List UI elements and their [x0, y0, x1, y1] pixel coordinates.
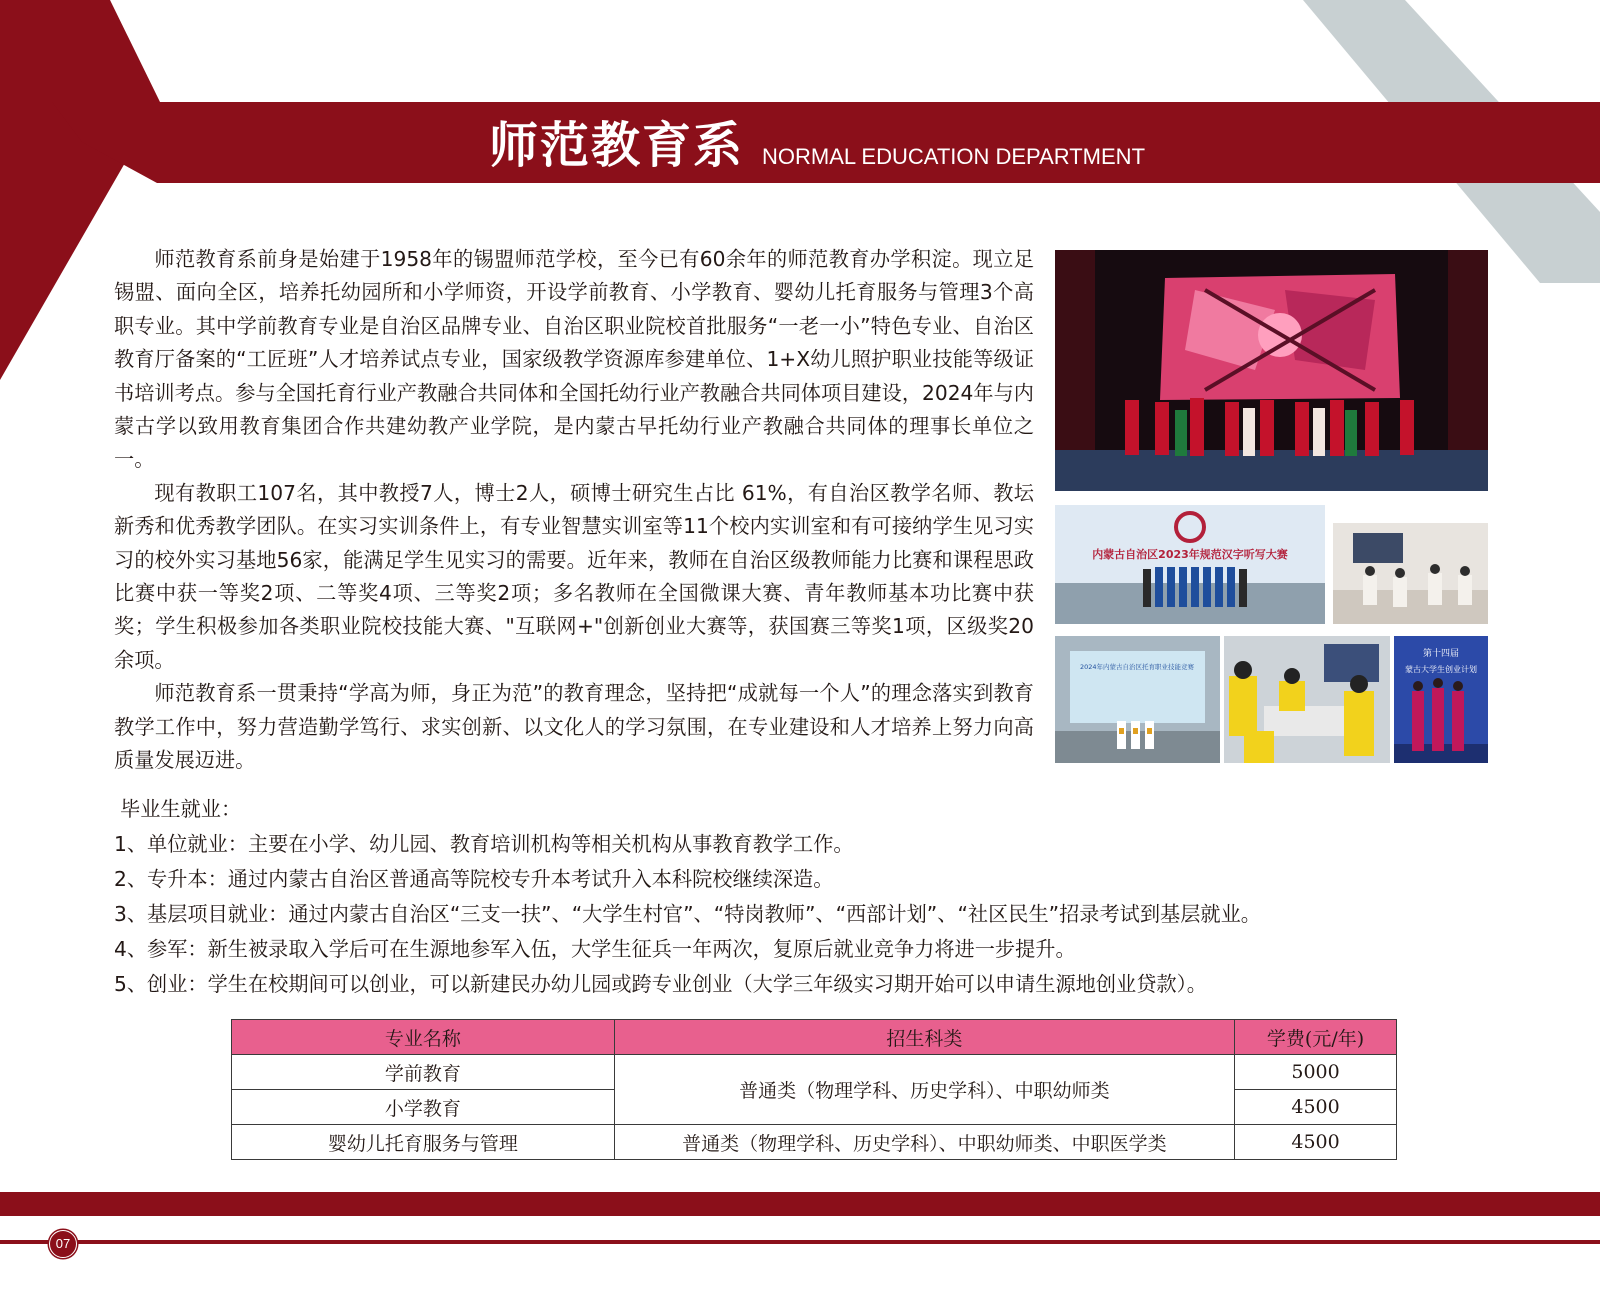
cell-major: 婴幼儿托育服务与管理 [232, 1125, 615, 1160]
intro-paragraph: 现有教职工107名，其中教授7人，博士2人，硕博士研究生占比 61%，有自治区教学名师、教坛新秀和优秀教学团队。在实习实训条件上，有专业智慧实训室等11个校内实训室和有可接纳学生见习实习的校外实习基地56家，能满足学生见实习的需要。近年来，教师在自治区级教师能力比赛和课程思政比赛中获一等奖2项、二等奖4项、三等奖2项；多名教师在全国微课大赛、青年教师基本功比赛中获奖；学生积极参加各类职业院校技能大赛、"互联网+"创新创业大赛等，获国赛三等奖1项，区级奖20余项。 [114, 480, 1034, 672]
footer-red-line [0, 1240, 1600, 1244]
cell-fee: 4500 [1235, 1125, 1397, 1160]
cell-category: 普通类（物理学科、历史学科）、中职幼师类 [614, 1055, 1234, 1125]
venture-banner-line2: 蒙古大学生创业计划 [1405, 665, 1477, 674]
cell-category: 普通类（物理学科、历史学科）、中职幼师类、中职医学类 [614, 1125, 1234, 1160]
footer-red-band [0, 1192, 1600, 1216]
graduate-employment [114, 792, 1454, 1002]
cell-fee: 4500 [1235, 1090, 1397, 1125]
intro-paragraph: 师范教育系一贯秉持“学高为师，身正为范”的教育理念，坚持把“成就每一个人”的理念落实到教育教学工作中，努力营造勤学笃行、求实创新、以文化人的学习氛围，在专业建设和人才培养上努力向高质量发展迈进。 [114, 681, 1034, 773]
employment-item: 1、单位就业：主要在小学、幼儿园、教育培训机构等相关机构从事教育教学工作。 [114, 832, 854, 856]
title-chinese: 师范教育系 [489, 117, 745, 174]
department-introduction [114, 243, 1034, 778]
department-title [489, 116, 1145, 176]
photo-stage-performance [1055, 250, 1488, 491]
header-fee: 学费(元/年) [1235, 1020, 1397, 1055]
header-category: 招生科类 [614, 1020, 1234, 1055]
cell-fee: 5000 [1235, 1055, 1397, 1090]
employment-item: 2、专升本：通过内蒙古自治区普通高等院校专升本考试升入本科院校继续深造。 [114, 867, 834, 891]
title-english: NORMAL EDUCATION DEPARTMENT [762, 144, 1146, 169]
page-number: 07 [49, 1230, 77, 1258]
photo-dictation-contest [1055, 505, 1325, 624]
employment-item: 3、基层项目就业：通过内蒙古自治区“三支一扶”、“大学生村官”、“特岗教师”、“西部计划”、“社区民生”招录考试到基层就业。 [114, 902, 1261, 926]
table-row [232, 1125, 1397, 1160]
event-banner-text: 2024年内蒙古自治区托育职业技能竞赛 [1079, 663, 1195, 671]
employment-item: 5、创业：学生在校期间可以创业，可以新建民办幼儿园或跨专业创业（大学三年级实习期开始可以申请生源地创业贷款）。 [114, 972, 1207, 996]
cell-major: 小学教育 [232, 1090, 615, 1125]
table-row [232, 1055, 1397, 1090]
photo-entrepreneurship [1394, 636, 1488, 763]
majors-table [231, 1019, 1397, 1160]
cell-major: 学前教育 [232, 1055, 615, 1090]
photo-award-event [1055, 636, 1220, 763]
header-major: 专业名称 [232, 1020, 615, 1055]
employment-heading: 毕业生就业： [120, 797, 242, 821]
contest-banner-text: 内蒙古自治区2023年规范汉字听写大赛 [1092, 548, 1288, 561]
table-header-row [232, 1020, 1397, 1055]
employment-item: 4、参军：新生被录取入学后可在生源地参军入伍，大学生征兵一年两次，复原后就业竞争力将进一步提升。 [114, 937, 1076, 961]
intro-paragraph: 师范教育系前身是始建于1958年的锡盟师范学校，至今已有60余年的师范教育办学积淀。现立足锡盟、面向全区，培养托幼园所和小学师资，开设学前教育、小学教育、婴幼儿托育服务与管理3个高职专业。其中学前教育专业是自治区品牌专业、自治区职业院校首批服务“一老一小”特色专业、自治区教育厅备案的“工匠班”人才培养试点专业，国家级教学资源库参建单位、1+X幼儿照护职业技能等级证书培训考点。参与全国托育行业产教融合共同体和全国托幼行业产教融合共同体项目建设，2024年与内蒙古学以致用教育集团合作共建幼教产业学院，是内蒙古早托幼行业产教融合共同体的理事长单位之一。 [114, 247, 1034, 472]
photo-students-practice [1224, 636, 1390, 763]
venture-banner-line1: 第十四届 [1422, 649, 1460, 659]
photo-classroom [1333, 505, 1488, 624]
